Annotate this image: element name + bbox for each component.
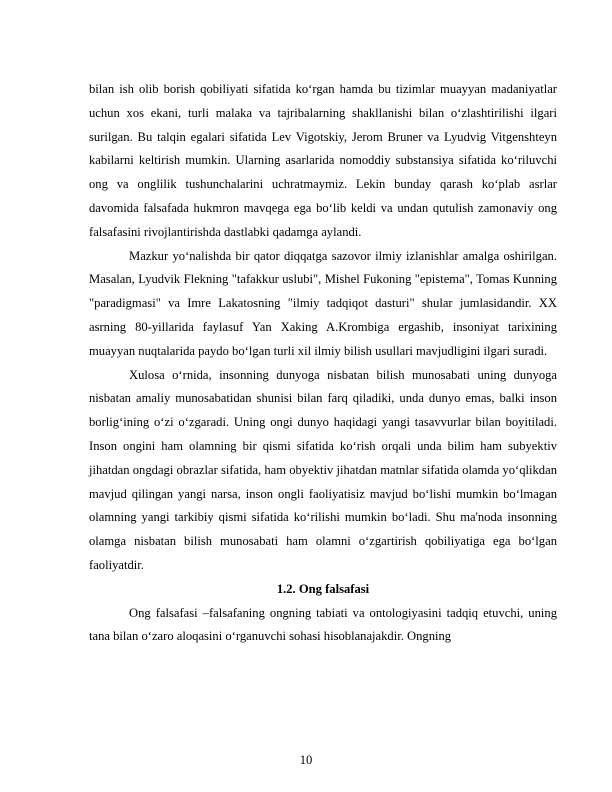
document-page — [89, 78, 557, 649]
section-heading: 1.2. Ong falsafasi — [276, 581, 370, 596]
paragraph-continuation: bilan ish olib borish qobiliyati sifatida ko‘rgan hamda bu tizimlar muayyan madaniyatlar uchun xos ekani, turli malaka va tajribalarning shakllanishi bilan o‘zlashtirilishi ilgari surilgan. Bu talqin egalari sifatida Lev Vigotskiy, Jerom Bruner va Lyudvig Vitgenshteyn kabilarni keltirish mumkin. Ularning asarlarida nomoddiy substansiya sifatida ko‘riluvchi ong va onglilik tushunchalarini uchratmaymiz. Lekin bunday qarash ko‘plab asrlar davomida falsafada hukmron mavqega ega bo‘lib keldi va undan qutulish zamonaviy ong falsafasini rivojlantirishda dastlabki qadamga aylandi. — [89, 82, 557, 239]
page-number: 10 — [299, 753, 313, 767]
paragraph-conclusion: Xulosa o‘rnida, insonning dunyoga nisbatan bilish munosabati uning dunyoga nisbatan amaliy munosabatidan shunisi bilan farq qiladiki, unda dunyo emas, balki inson borlig‘ining o‘zi o‘zgaradi. Uning ongi dunyo haqidagi yangi tasavvurlar bilan boyitiladi. Inson ongini ham olamning bir qismi sifatida ko‘rish orqali unda bilim ham subyektiv jihatdan ongdagi obrazlar sifatida, ham obyektiv jihatdan matnlar sifatida olamda yo‘qlikdan mavjud qilingan yangi narsa, inson ongli faoliyatisiz mavjud bo‘lishi mumkin bo‘lmagan olamning yangi tarkibiy qismi sifatida ko‘rilishi mumkin bo‘ladi. Shu ma'noda insonning olamga nisbatan bilish munosabati ham olamni o‘zgartirish qobiliyatiga ega bo‘lgan faoliyatdir. — [89, 367, 557, 572]
paragraph-section-intro: Ong falsafasi –falsafaning ongning tabiati va ontologiyasini tadqiq etuvchi, uning tana bilan o‘zaro aloqasini o‘rganuvchi sohasi hisoblanajakdir. Ongning — [89, 605, 557, 644]
paragraph-research-examples: Mazkur yo‘nalishda bir qator diqqatga sazovor ilmiy izlanishlar amalga oshirilgan. Masalan, Lyudvik Flekning "tafakkur uslubi", Mishel Fukoning "epistema", Tomas Kunning "paradigmasi" va Imre Lakatosning "ilmiy tadqiqot dasturi" shular jumlasidandir. XX asrning 80-yillarida faylasuf Yan Xaking A.Krombiga ergashib, insoniyat tarixining muayyan nuqtalarida paydo bo‘lgan turli xil ilmiy bilish usullari mavjudligini ilgari suradi. — [89, 248, 557, 358]
